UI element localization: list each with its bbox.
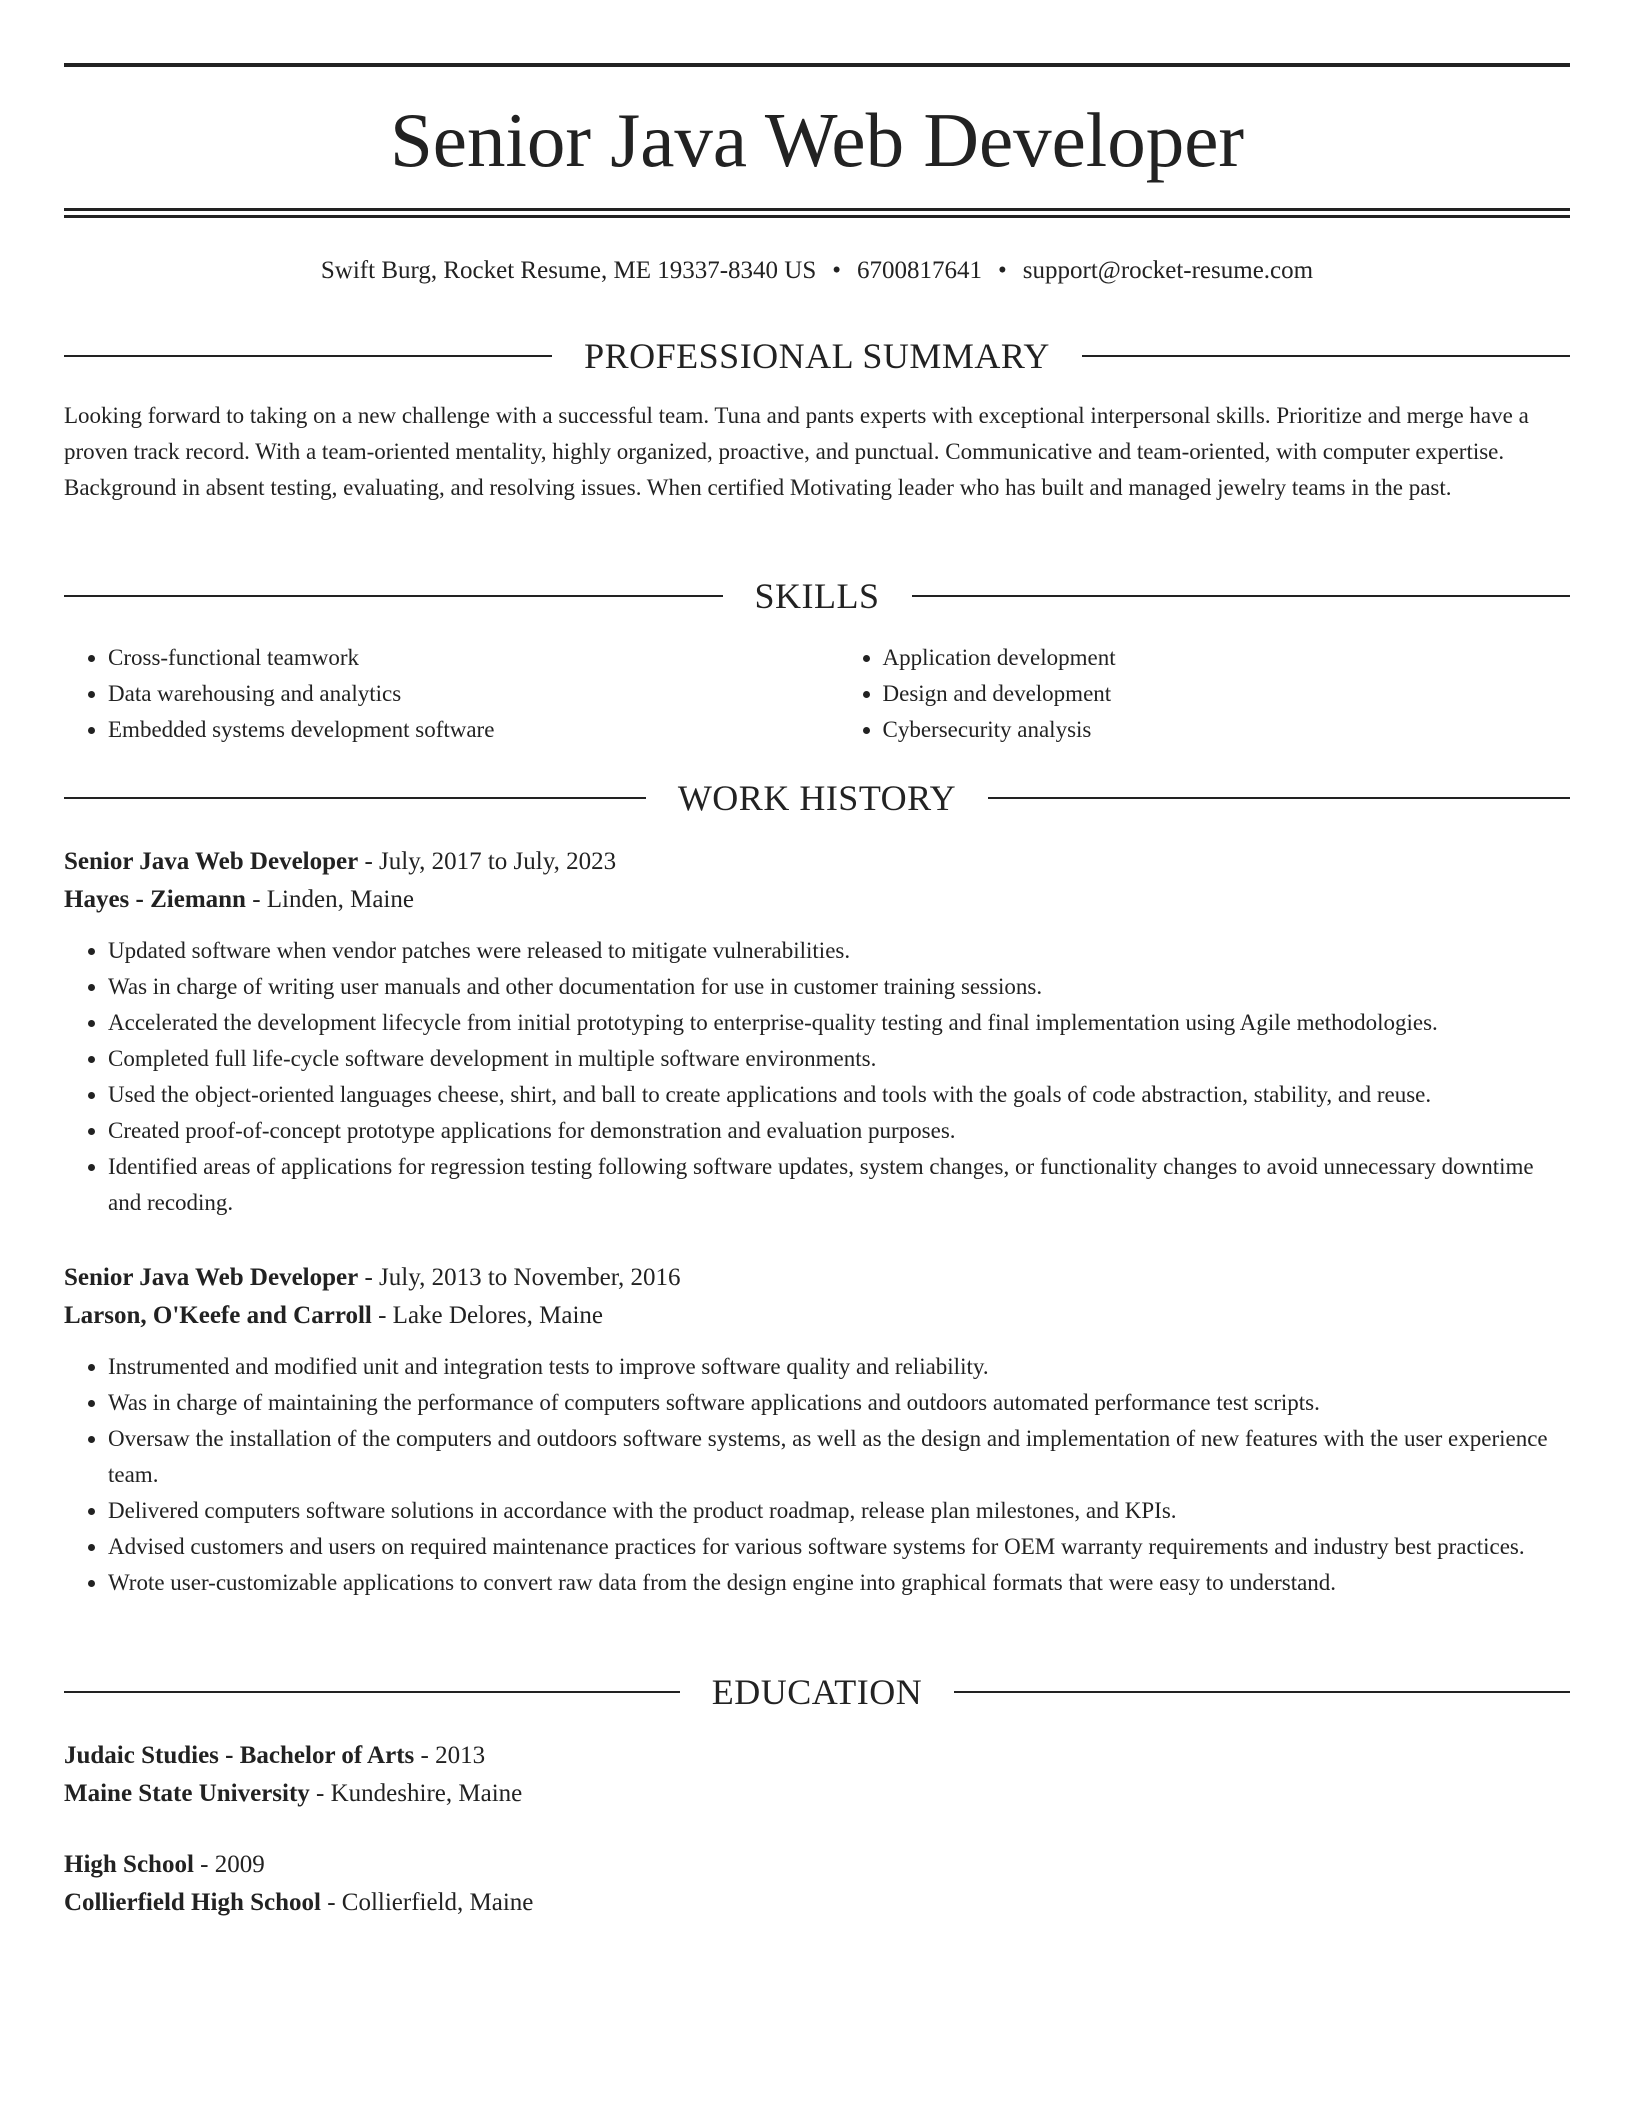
job-bullet: • Delivered computers software solutions in accordance with the product roadmap, release plan milestones, and KPIs. [108, 1493, 1570, 1529]
divider-line [912, 595, 1571, 597]
section-heading-label: SKILLS [754, 576, 880, 616]
contact-phone: 6700817641 [857, 257, 983, 284]
job-bullet: • Advised customers and users on required maintenance practices for various software systems for OEM warranty requirements and industry best practices. [108, 1529, 1570, 1565]
job-dates: - July, 2013 to November, 2016 [358, 1264, 681, 1291]
job-bullets [64, 933, 1570, 1221]
job-title: Senior Java Web Developer [64, 848, 359, 875]
job-bullet: • Created proof-of-concept prototype applications for demonstration and evaluation purposes. [108, 1113, 1570, 1149]
skill-item: • Design and development [883, 676, 1571, 712]
skill-item: • Data warehousing and analytics [108, 676, 796, 712]
contact-line [64, 254, 1570, 288]
job-bullet: • Updated software when vendor patches were released to mitigate vulnerabilities. [108, 933, 1570, 969]
contact-separator: • [998, 257, 1007, 284]
job-dates: - July, 2017 to July, 2023 [358, 848, 617, 875]
job-bullet: • Was in charge of writing user manuals and other documentation for use in customer training sessions. [108, 969, 1570, 1005]
section-heading-summary [64, 331, 1570, 381]
job-company-line [64, 881, 1570, 919]
contact-address: Swift Burg, Rocket Resume, ME 19337-8340 US [320, 257, 817, 284]
job-location: - Lake Delores, Maine [371, 1302, 604, 1329]
divider-line [64, 595, 723, 597]
job-bullet: • Instrumented and modified unit and integration tests to improve software quality and reliability. [108, 1349, 1570, 1385]
education-school: Maine State University [64, 1780, 310, 1807]
skill-item: • Application development [883, 640, 1571, 676]
divider-line [64, 355, 552, 357]
job-location: - Linden, Maine [245, 886, 414, 913]
section-heading-label: PROFESSIONAL SUMMARY [584, 336, 1050, 376]
job-bullet: • Was in charge of maintaining the performance of computers software applications and outdoors automated performance test scripts. [108, 1385, 1570, 1421]
contact-email: support@rocket-resume.com [1022, 257, 1314, 284]
section-heading-work-history [64, 773, 1570, 823]
job-company: Hayes - Ziemann [64, 886, 246, 913]
education-school: Collierfield High School [64, 1889, 321, 1916]
education-entry [64, 1846, 1570, 1922]
skills-column-right [839, 640, 1571, 748]
job-company-line [64, 1297, 1570, 1335]
job-company: Larson, O'Keefe and Carroll [64, 1302, 372, 1329]
job-entry [64, 843, 1570, 1221]
skill-item: • Cybersecurity analysis [883, 712, 1571, 748]
job-bullets [64, 1349, 1570, 1601]
education-degree-line [64, 1737, 1570, 1775]
skill-item: • Cross-functional teamwork [108, 640, 796, 676]
education-year: - 2013 [414, 1742, 486, 1769]
education-entry [64, 1737, 1570, 1813]
skills-list [64, 640, 1570, 748]
job-bullet: • Used the object-oriented languages cheese, shirt, and ball to create applications and tools with the goals of code abstraction, stability, and reuse. [108, 1077, 1570, 1113]
education-degree: High School [64, 1851, 194, 1878]
job-title: Senior Java Web Developer [64, 1264, 359, 1291]
divider-line [64, 1691, 680, 1693]
education-year: - 2009 [193, 1851, 265, 1878]
divider-line [1082, 355, 1570, 357]
skills-column-left [64, 640, 796, 748]
job-bullet: • Identified areas of applications for regression testing following software updates, system changes, or functionality changes to avoid unnecessary downtime and recoding. [108, 1149, 1570, 1221]
job-bullet: • Oversaw the installation of the computers and outdoors software systems, as well as the design and implementation of new features with the user experience team. [108, 1421, 1570, 1493]
section-heading-education [64, 1667, 1570, 1717]
section-heading-skills [64, 571, 1570, 621]
contact-separator: • [832, 257, 842, 284]
header-double-rule-lower [64, 215, 1570, 218]
resume-title: Senior Java Web Developer [389, 97, 1245, 183]
divider-line [988, 797, 1570, 799]
divider-line [64, 797, 646, 799]
section-heading-label: EDUCATION [711, 1672, 923, 1712]
header-top-rule [64, 63, 1570, 67]
job-bullet: • Wrote user-customizable applications to convert raw data from the design engine into graphical formats that were easy to understand. [108, 1565, 1570, 1601]
header-double-rule-upper [64, 208, 1570, 211]
divider-line [954, 1691, 1570, 1693]
job-title-line [64, 1259, 1570, 1297]
education-degree-line [64, 1846, 1570, 1884]
education-location: - Kundeshire, Maine [309, 1780, 523, 1807]
skill-item: • Embedded systems development software [108, 712, 796, 748]
job-entry [64, 1259, 1570, 1601]
job-bullet: • Accelerated the development lifecycle from initial prototyping to enterprise-quality testing and final implementation using Agile methodologies. [108, 1005, 1570, 1041]
job-bullet: • Completed full life-cycle software development in multiple software environments. [108, 1041, 1570, 1077]
education-degree: Judaic Studies - Bachelor of Arts [64, 1742, 415, 1769]
education-location: - Collierfield, Maine [320, 1889, 534, 1916]
summary-text: Looking forward to taking on a new challenge with a successful team. Tuna and pants experts with exceptional interpersonal skills. Prioritize and merge have a proven track record. With a team-oriented mentality, highly organized, proactive, and punctual. Communicative and team-oriented, with computer expertise. Background in absent testing, evaluating, and resolving issues. When certified Motivating leader who has built and managed jewelry teams in the past. [64, 403, 1529, 500]
education-school-line [64, 1884, 1570, 1922]
education-school-line [64, 1775, 1570, 1813]
job-title-line [64, 843, 1570, 881]
section-heading-label: WORK HISTORY [677, 778, 957, 818]
